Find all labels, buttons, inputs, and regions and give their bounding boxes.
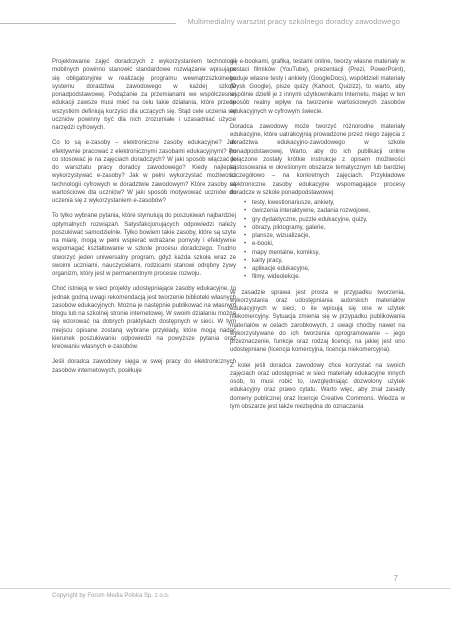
footer-copyright: Copyright by Forum Media Polska Sp. z o.o. [52,593,170,599]
list-item: • e-booki, [244,240,405,248]
list-item: • testy, kwestionariusze, ankiety, [244,199,405,207]
paragraph: Doradca zawodowy może tworzyć różnorodne materiały edukacyjne, które uatrakcyjnią prowadzone przez niego zajęcia z doradztwa edukacyjno-zawodowego w szkole ponadpodstawowej. Warto, aby do ich publikacji online dołączone zostały krótkie instrukcje z opisem możliwości zastosowania w określonym obszarze tematycznym lub bardziej szczegółowo – na konkretnych zajęciach. Przykładowe elektroniczne zasoby edukacyjne wspomagające procesy doradcze w szkole ponadpodstawowej: [230,123,405,196]
paragraph: Choć istnieją w sieci projekty udostępniające zasoby edukacyjne, to jednak godną uwagi rekomendacją jest tworzenie biblioteki własnych zasobów edukacyjnych. Można je następnie publikować na własnym blogu lub na szkolnej stronie internetowej. W swoim działaniu można się wzorować na dobrych praktykach dostępnych w sieci. W tym miejscu opisane zostaną wybrane przykłady, które mogą nadać kierunek poszukiwaniu odpowiedzi na powyższe pytania oraz kreowaniu własnych e-zasobów. [52,286,236,350]
list-item: • karty pracy, [244,257,405,265]
list-item: • gry dydaktyczne, puzzle edukacyjne, quizy, [244,216,405,224]
resource-list [244,199,405,282]
running-header-title: Multimedialny warsztat pracy szkolnego doradcy zawodowego [187,17,400,26]
paragraph: W zasadzie sprawa jest prosta w przypadku tworzenia, wykorzystania oraz udostępniania autorskich materiałów edukacyjnych w sieci, o ile wpisują się one w użytek niekomercyjny. Sytuacja zmienia się w przypadku publikowania materiałów w celach zarobkowych, z uwagi choćby nawet na wykorzystywane do ich tworzenia oprogramowanie – jego przeznaczenie, funkcje oraz rodzaj licencji, na jakiej jest ono udostępniane (licencja komercyjna, licencja niekomercyjna). [230,289,405,354]
right-column [230,58,405,418]
paragraph: Z kolei jeśli doradca zawodowy chce korzystać na swoich zajęciach oraz udostępniać w sieci materiały edukacyjne innych osób, to musi robić to, uwzględniając dozwolony użytek edukacyjny oraz prawo cytatu. Warto więc, aby znał zasady domeny publicznej oraz licencje Creative Commons. Wiedza w tym obszarze jest także niezbędna do oznaczania [230,362,405,410]
list-item: • filmy, wideolekcje. [244,273,405,281]
header-rule [0,23,176,24]
page-header [0,14,450,34]
page-number: 7 [393,574,398,583]
list-item: • aplikacje edukacyjne, [244,265,405,273]
paragraph: Co to są e-zasoby – elektroniczne zasoby edukacyjne? Jak efektywnie pracować z elektronicznymi zasobami edukacyjnymi? Po co stosować je na zajęciach doradczych? W jaki sposób włączać je do warsztatu pracy doradcy zawodowego? Kiedy najlepiej wykorzystywać e-zasoby? Jak w pełni wykorzystać możliwości technologii cyfrowych w doradztwie zawodowym? Które zasoby są wartościowe dla uczniów? W jaki sposób motywować uczniów do uczenia się z wykorzystaniem e-zasobów? [52,140,236,204]
left-column [52,58,236,382]
list-item: • plansze, wizualizacje, [244,232,405,240]
list-item: • mapy mentalne, komiksy, [244,249,405,257]
paragraph: się e-bookami, grafiką, testami online, tworzy własne materiały w postaci filmików (YouTube), prezentacji (Prezi, PowerPoint), buduje własne testy i ankiety (GoogleDocs), współdzieli materiały (Dysk Google), pisze quizy (Kahoot, Quizizz), to warto, aby wspólnie dzielił je z innymi użytkownikami Internetu, mając w ten sposób realny wpływ na tworzenie wartościowych zasobów edukacyjnych w cyfrowym świecie. [230,59,405,115]
paragraph: Projektowanie zajęć doradczych z wykorzystaniem technologii mobilnych powinno stanowić standardowe rozwiązanie wpisujące się obligatoryjnie w realizację programu wewnątrzszkolnego systemu doradztwa zawodowego w każdej szkole ponadpodstawowej. Podążanie za przemianami we współczesnej edukacji zawsze musi mieć na celu takie działania, które przede wszystkim definiują korzyści dla uczących się. Stąd cele uczenia się uczniów powinny być dla nich zrozumiałe i uzasadniać użycie narzędzi cyfrowych. [52,59,236,131]
list-item: • ćwiczenia interaktywne, zadania rozwojowe, [244,207,405,215]
paragraph: Jeśli doradca zawodowy sięga w swej pracy do elektronicznych zasobów internetowych, posiłkuje [52,359,236,374]
paragraph: To tylko wybrane pytania, które stymulują do poszukiwań najbardziej optymalnych rozwiązań. Satysfakcjonujących odpowiedzi należy poszukiwać samodzielnie. Tylko bowiem takie zasoby, które są szyte na miarę, mogą w pełni wspierać wdrażane pomysły i efektywnie wspomagać kształtowanie w szkole procesu doradczego. Trudno stworzyć jeden uniwersalny program, gdyż każda szkoła wraz ze swoimi uczniami, nauczycielami, rodzicami stanowi odrębny żywy organizm, który jest w permanentnym procesie rozwoju. [52,213,236,277]
list-item: • obrazy, piktogramy, galerie, [244,224,405,232]
footer-rule [0,588,450,589]
